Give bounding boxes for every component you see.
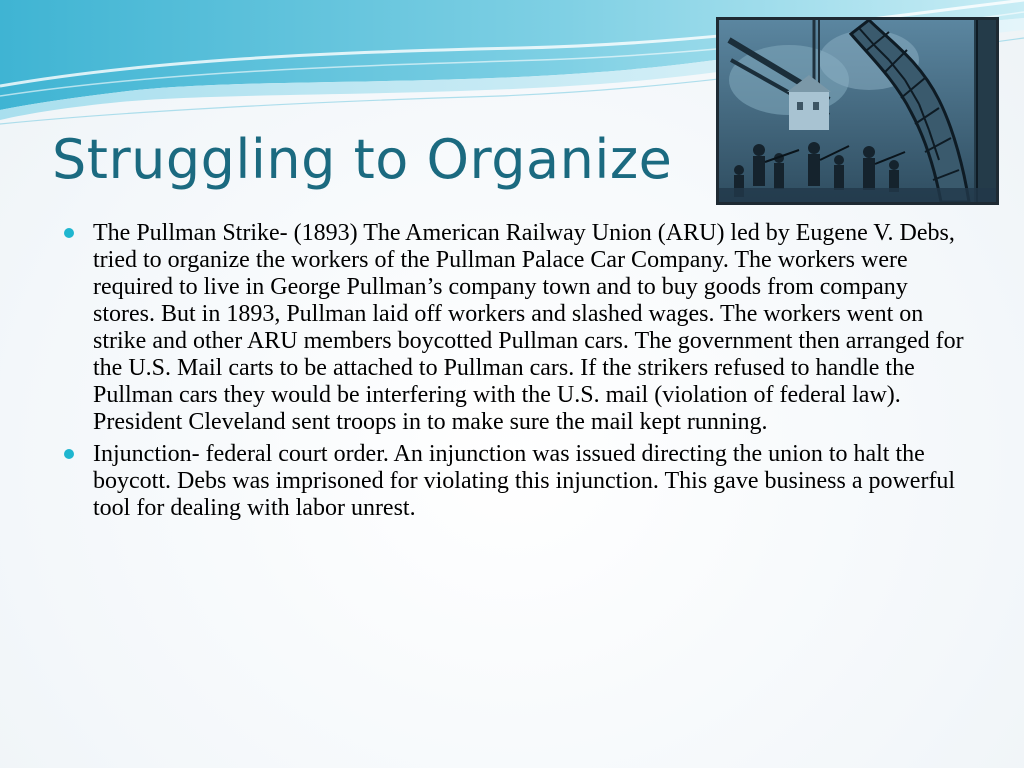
bullet-list <box>64 220 964 527</box>
bullet-marker-icon <box>64 449 74 459</box>
pullman-strike-illustration <box>716 17 999 205</box>
slide-title: Struggling to Organize <box>52 128 673 191</box>
bullet-marker-icon <box>64 228 74 238</box>
bullet-text: The Pullman Strike- (1893) The American Railway Union (ARU) led by Eugene V. Debs, tried to organize the workers of the Pullman Palace Car Company. The workers were required to live in George Pullman’s company town and to buy goods from company stores. But in 1893, Pullman laid off workers and slashed wages. The workers went on strike and other ARU members boycotted Pullman cars. The government then arranged for the U.S. Mail carts to be attached to Pullman cars. If the strikers refused to handle the Pullman cars they would be interfering with the U.S. mail (violation of federal law). President Cleveland sent troops in to make sure the mail kept running. <box>93 220 964 435</box>
bullet-pullman-strike <box>64 220 964 436</box>
bullet-text: Injunction- federal court order. An injunction was issued directing the union to halt the boycott. Debs was imprisoned for violating this injunction. This gave business a powerful tool for dealing with labor unrest. <box>93 441 956 521</box>
bullet-injunction <box>64 441 964 522</box>
strike-engraving-image <box>719 20 996 202</box>
